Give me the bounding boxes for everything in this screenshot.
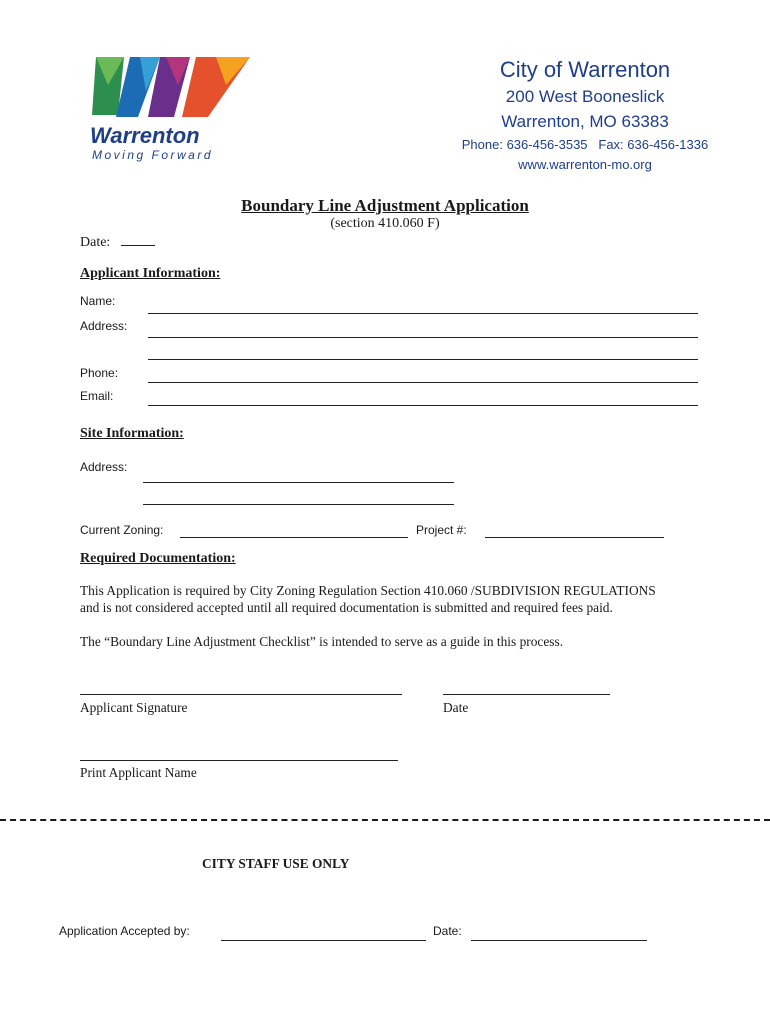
form-title: Boundary Line Adjustment Application (241, 196, 529, 215)
address-field-line-1[interactable] (148, 337, 698, 338)
zoning-label: Current Zoning: (80, 523, 164, 537)
city-name: City of Warrenton (499, 57, 671, 82)
signature-label: Applicant Signature (80, 700, 188, 715)
dashed-divider (0, 819, 770, 821)
logo-tagline: Moving Forward (92, 148, 214, 162)
checklist-note: The “Boundary Line Adjustment Checklist” is intended to serve as a guide in this process. (80, 634, 564, 649)
accepted-by-label: Application Accepted by: (59, 924, 190, 938)
address-label: Address: (80, 319, 128, 333)
staff-date-field[interactable] (471, 940, 647, 941)
address-field-line-2[interactable] (148, 359, 698, 360)
logo-name: Warrenton (90, 123, 200, 148)
required-para-line-1: This Application is required by City Zoning Regulation Section 410.060 /SUBDIVISION REGULATIONS (80, 583, 656, 598)
email-label: Email: (80, 389, 114, 403)
applicant-heading: Applicant Information: (80, 266, 221, 281)
required-heading: Required Documentation: (80, 551, 236, 566)
phone-fax: Phone: 636-456-3535 Fax: 636-456-1336 (461, 137, 709, 152)
phone-field[interactable] (148, 382, 698, 383)
required-para-line-2: and is not considered accepted until all required documentation is submitted and required fees paid. (80, 600, 613, 615)
print-name-label: Print Applicant Name (80, 765, 197, 780)
warrenton-logo-icon (86, 55, 256, 167)
signature-date-field[interactable] (443, 694, 610, 695)
signature-field[interactable] (80, 694, 402, 695)
zoning-field[interactable] (180, 537, 408, 538)
site-address-field-line-2[interactable] (143, 504, 454, 505)
form-subtitle: (section 410.060 F) (330, 216, 440, 231)
name-field[interactable] (148, 313, 698, 314)
signature-date-label: Date (443, 700, 469, 715)
date-label: Date: (80, 235, 111, 250)
city-state-zip: Warrenton, MO 63383 (501, 112, 669, 131)
print-name-field[interactable] (80, 760, 398, 761)
email-field[interactable] (148, 405, 698, 406)
site-address-field-line-1[interactable] (143, 482, 454, 483)
project-field[interactable] (485, 537, 664, 538)
site-address-label: Address: (80, 460, 128, 474)
phone-label: Phone: (80, 366, 119, 380)
website: www.warrenton-mo.org (518, 157, 652, 172)
street-address: 200 West Booneslick (505, 87, 665, 106)
project-label: Project #: (416, 523, 467, 537)
date-field[interactable] (121, 245, 155, 246)
site-heading: Site Information: (80, 426, 184, 441)
name-label: Name: (80, 294, 116, 308)
staff-date-label: Date: (433, 924, 462, 938)
staff-heading: CITY STAFF USE ONLY (202, 856, 350, 871)
accepted-by-field[interactable] (221, 940, 426, 941)
